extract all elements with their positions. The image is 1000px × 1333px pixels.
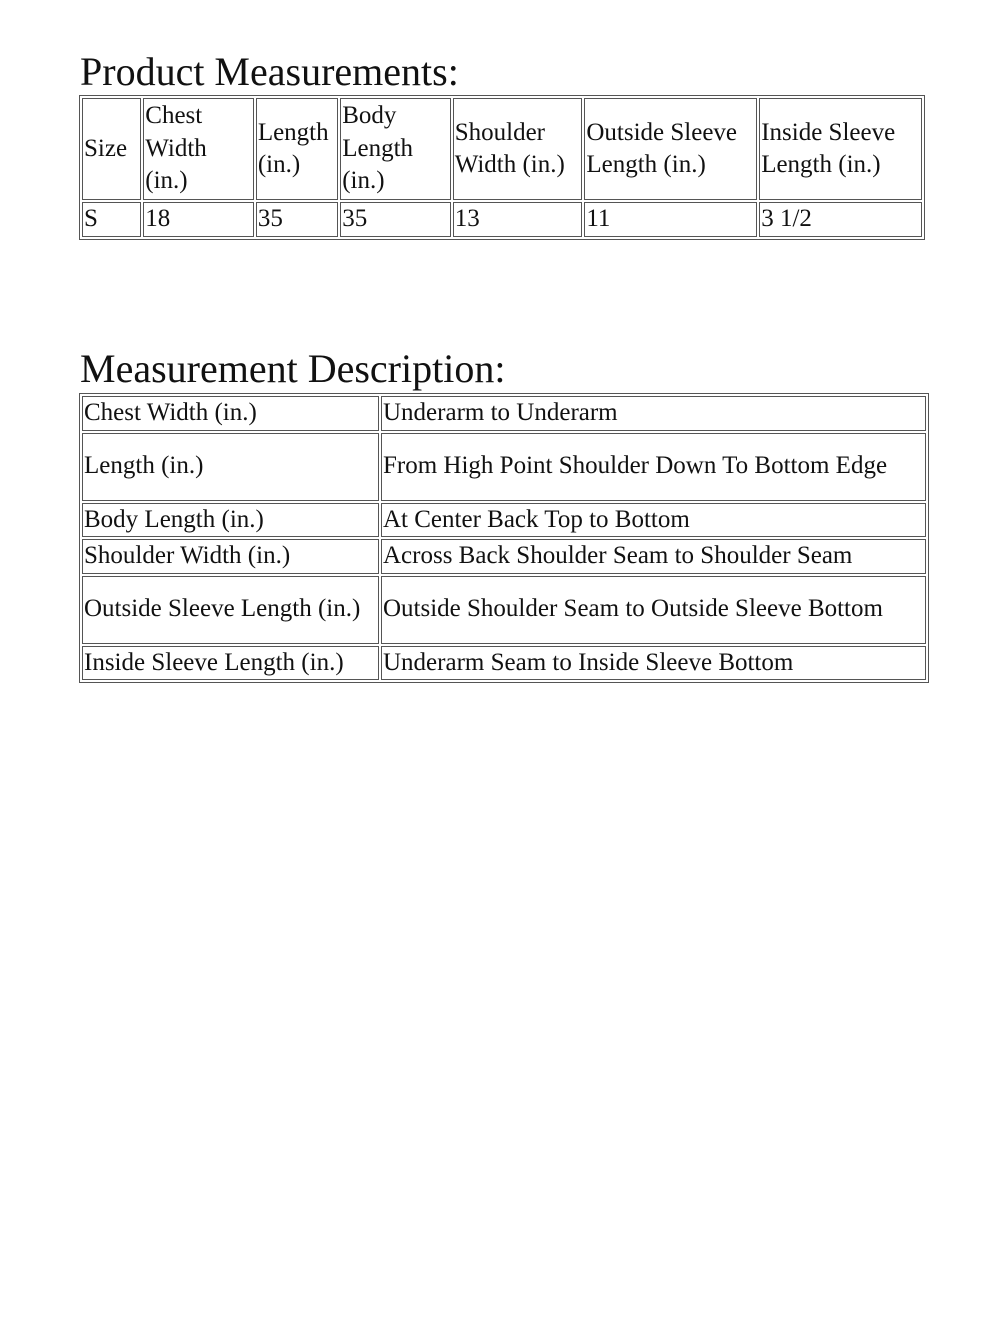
cell-chest-width: 18 <box>143 202 254 237</box>
measurement-description: Underarm to Underarm <box>381 396 926 431</box>
measurement-description: At Center Back Top to Bottom <box>381 503 926 538</box>
cell-outside-sleeve-length: 11 <box>584 202 757 237</box>
cell-size: S <box>82 202 141 237</box>
header-length: Length (in.) <box>256 98 338 200</box>
table-row <box>82 646 926 681</box>
table-row <box>82 433 926 501</box>
header-outside-sleeve-length: Outside Sleeve Length (in.) <box>584 98 757 200</box>
table-row <box>82 503 926 538</box>
cell-length: 35 <box>256 202 338 237</box>
table-row <box>82 576 926 644</box>
header-body-length: Body Length (in.) <box>340 98 451 200</box>
header-size: Size <box>82 98 141 200</box>
cell-inside-sleeve-length: 3 1/2 <box>759 202 922 237</box>
measurement-name: Shoulder Width (in.) <box>82 539 379 574</box>
measurement-description: Across Back Shoulder Seam to Shoulder Seam <box>381 539 926 574</box>
header-inside-sleeve-length: Inside Sleeve Length (in.) <box>759 98 922 200</box>
product-measurements-table <box>79 95 925 240</box>
table-row <box>82 396 926 431</box>
table-row <box>82 539 926 574</box>
measurement-description: Outside Shoulder Seam to Outside Sleeve Bottom <box>381 576 926 644</box>
measurement-description: From High Point Shoulder Down To Bottom Edge <box>381 433 926 501</box>
measurement-name: Outside Sleeve Length (in.) <box>82 576 379 644</box>
measurement-description: Underarm Seam to Inside Sleeve Bottom <box>381 646 926 681</box>
table-header-row <box>82 98 922 200</box>
measurement-name: Chest Width (in.) <box>82 396 379 431</box>
header-shoulder-width: Shoulder Width (in.) <box>453 98 583 200</box>
product-measurements-title: Product Measurements: <box>80 49 459 94</box>
table-row <box>82 202 922 237</box>
measurement-description-title: Measurement Description: <box>80 346 506 391</box>
cell-shoulder-width: 13 <box>453 202 583 237</box>
cell-body-length: 35 <box>340 202 451 237</box>
measurement-name: Length (in.) <box>82 433 379 501</box>
measurement-name: Inside Sleeve Length (in.) <box>82 646 379 681</box>
measurement-description-table <box>79 393 929 683</box>
measurement-name: Body Length (in.) <box>82 503 379 538</box>
header-chest-width: Chest Width (in.) <box>143 98 254 200</box>
